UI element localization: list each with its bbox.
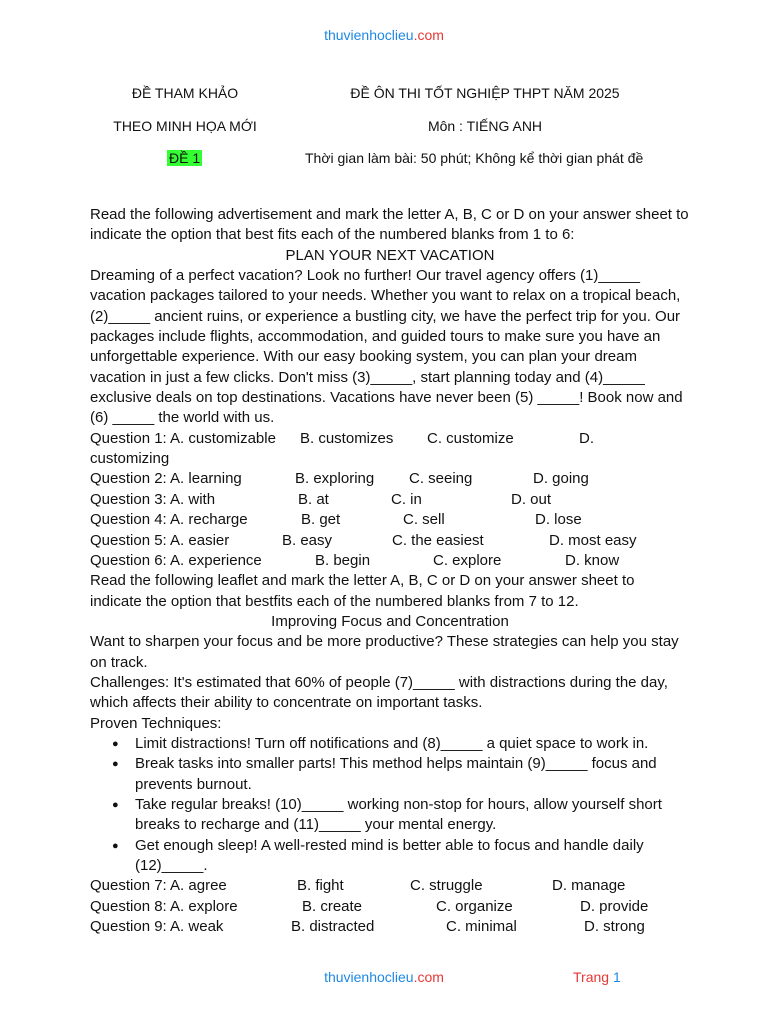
question-1-a: Question 1: A. customizable [90, 429, 276, 447]
question-5-b: B. easy [282, 531, 333, 549]
question-7-a: Question 7: A. agree [90, 877, 227, 895]
list-item: ● Get enough sleep! A well-rested mind is better able to focus and handle daily (12)_____. [90, 836, 690, 877]
question-8-d: D. provide [580, 897, 649, 915]
section2-instruction: Read the following leaflet and mark the letter A, B, C or D on your answer sheet to indicate the option that bestfits each of the numbered blanks from 7 to 12. [90, 572, 635, 610]
question-6-d: D. know [565, 551, 620, 569]
question-7-c: C. struggle [410, 877, 483, 895]
question-2-a: Question 2: A. learning [90, 470, 242, 488]
question-9-a: Question 9: A. weak [90, 918, 224, 936]
page-number [573, 969, 621, 985]
question-3-d: D. out [511, 490, 552, 508]
question-5-c: C. the easiest [392, 531, 484, 549]
question-9-c: C. minimal [446, 918, 517, 936]
page-num: 1 [612, 969, 621, 985]
site-watermark-top[interactable] [0, 27, 768, 43]
header-left-line2: THEO MINH HỌA MỚI [113, 118, 257, 134]
header-subject: Môn : TIẾNG ANH [427, 118, 543, 134]
list-item: ● Take regular breaks! (10)_____ working non-stop for hours, allow yourself short breaks to recharge and (11)_____ your mental energy. [90, 795, 690, 836]
question-5-a: Question 5: A. easier [90, 531, 230, 549]
question-9 [90, 917, 690, 937]
question-7 [90, 876, 690, 896]
question-8-b: B. create [302, 897, 363, 915]
list-item: ● Break tasks into smaller parts! This method helps maintain (9)_____ focus and prevents burnout. [90, 754, 690, 795]
question-6-c: C. explore [433, 551, 502, 569]
question-3 [90, 490, 690, 510]
question-4-d: D. lose [535, 511, 582, 529]
section2-challenges: Challenges: It's estimated that 60% of people (7)_____ with distractions during the day, which affects their ability to concentrate on important tasks. [90, 673, 668, 712]
site-tld: .com [413, 969, 444, 985]
site-watermark-bottom[interactable] [0, 969, 768, 985]
section2-title: Improving Focus and Concentration [271, 612, 509, 630]
question-6 [90, 551, 690, 571]
exam-number-badge [167, 150, 202, 167]
site-name: thuvienhoclieu [324, 969, 414, 985]
question-9-b: B. distracted [291, 918, 375, 936]
techniques-list [90, 734, 690, 876]
question-7-d: D. manage [552, 877, 626, 895]
question-5 [90, 531, 690, 551]
question-4 [90, 510, 690, 530]
question-6-a: Question 6: A. experience [90, 551, 262, 569]
question-3-b: B. at [298, 490, 329, 508]
question-2-b: B. exploring [295, 470, 375, 488]
question-9-d: D. strong [584, 918, 645, 936]
question-7-b: B. fight [297, 877, 344, 895]
section1-instruction: Read the following advertisement and mark the letter A, B, C or D on your answer sheet to indicate the option that best fits each of the numbered blanks from 1 to 6: [90, 206, 689, 244]
question-1-b: B. customizes [300, 429, 394, 447]
header-time: Thời gian làm bài: 50 phút; Không kể thời gian phát đề [305, 150, 644, 166]
question-4-c: C. sell [403, 511, 445, 529]
question-1-d-wrap: customizing [90, 450, 170, 468]
question-3-c: C. in [391, 490, 422, 508]
section2-techniques-label: Proven Techniques: [90, 714, 222, 732]
header-right-line1: ĐỀ ÔN THI TỐT NGHIỆP THPT NĂM 2025 [350, 85, 620, 101]
question-3-a: Question 3: A. with [90, 490, 216, 508]
question-2-d: D. going [533, 470, 589, 488]
question-2 [90, 469, 690, 489]
question-8-c: C. organize [436, 897, 513, 915]
question-1-c: C. customize [427, 429, 514, 447]
question-5-d: D. most easy [549, 531, 637, 549]
question-1-d: D. [579, 429, 594, 447]
question-4-a: Question 4: A. recharge [90, 511, 248, 529]
exam-content [90, 205, 690, 937]
section1-title: PLAN YOUR NEXT VACATION [285, 246, 495, 264]
page-word: Trang [573, 969, 610, 985]
question-6-b: B. begin [315, 551, 371, 569]
question-4-b: B. get [301, 511, 341, 529]
site-name: thuvienhoclieu [324, 27, 414, 43]
section2-intro: Want to sharpen your focus and be more productive? These strategies can help you stay on track. [90, 633, 679, 671]
question-8-a: Question 8: A. explore [90, 897, 238, 915]
header-left-line1: ĐỀ THAM KHẢO [131, 85, 239, 101]
question-8 [90, 897, 690, 917]
badge-text: ĐỀ 1 [169, 150, 201, 166]
question-1 [90, 429, 690, 470]
question-2-c: C. seeing [409, 470, 473, 488]
site-tld: .com [413, 27, 444, 43]
section1-passage: Dreaming of a perfect vacation? Look no further! Our travel agency offers (1)_____ vacation packages tailored to your needs. Whether you want to relax on a tropical beach, (2)_____ ancient ruins, or experience a bustling city, we have the perfect trip for you. Our packages include flights, accommodation, and guided tours to make sure you have an unforgettable experience. With our easy booking system, you can plan your dream vacation in just a few clicks. Don't miss (3)_____, start planning today and (4)_____ exclusive deals on top destinations. Vacations have never been (5) _____! Book now and (6) _____ the world with us. [90, 267, 683, 427]
list-item: ● Limit distractions! Turn off notifications and (8)_____ a quiet space to work in. [90, 734, 690, 754]
